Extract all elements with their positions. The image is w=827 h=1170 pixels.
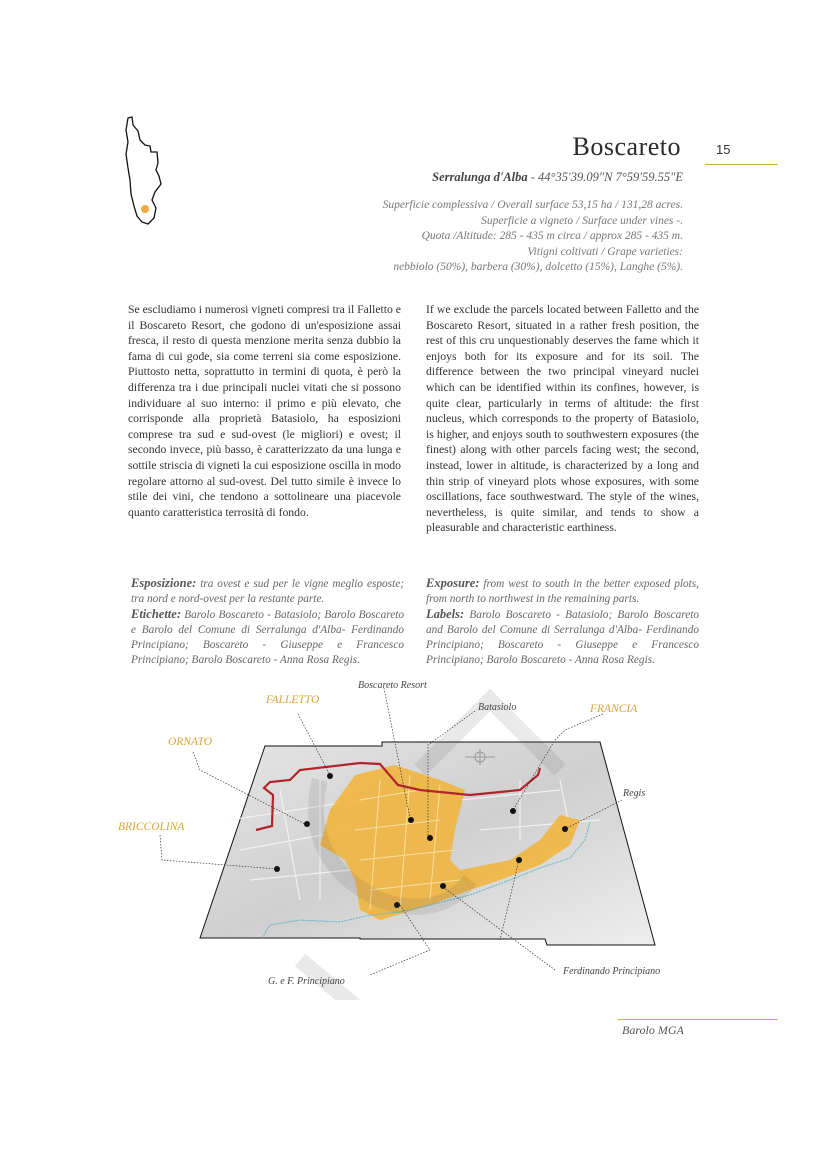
exposure-label: Exposure: — [426, 576, 480, 590]
map-label-briccolina: BRICCOLINA — [118, 821, 185, 833]
spec-line: Quota /Altitude: 285 - 435 m circa / approx 285 - 435 m. — [421, 230, 683, 242]
specs-block — [283, 198, 683, 276]
map-dot — [427, 835, 433, 841]
map-label-francia: FRANCIA — [590, 703, 638, 715]
notes-english — [426, 576, 699, 668]
footer-rule — [618, 1019, 778, 1020]
spec-line: Superficie a vigneto / Surface under vines -. — [481, 214, 683, 227]
notes-italian — [131, 576, 404, 668]
footer-text: Barolo MGA — [622, 1023, 684, 1037]
exposure-label: Esposizione: — [131, 576, 197, 590]
map-dot — [516, 857, 522, 863]
map-dot — [408, 817, 414, 823]
coordinates: - 44°35'39.09"N 7°59'59.55"E — [530, 170, 683, 184]
page-title: Boscareto — [572, 132, 681, 161]
locator-map-icon — [120, 108, 190, 238]
map-dot — [510, 808, 516, 814]
location-coordinates — [432, 170, 683, 185]
spec-line: Vitigni coltivati / Grape varieties: — [527, 245, 683, 258]
labels-text: Barolo Boscareto - Batasiolo; Barolo Boscareto e Barolo del Comune di Serralunga d'Alba- Ferdinando Principiano; Boscareto - Giuseppe e Francesco Principiano; Barolo Boscareto - Anna Rosa Regis. — [131, 609, 404, 666]
page-number: 15 — [716, 142, 731, 157]
body-italian: Se escludiamo i numerosi vigneti compresi tra il Falletto e il Boscareto Resort, che godono di un'esposizione assai fresca, il resto di questa menzione merita senza dubbio la fama di cui gode, sia come terreni sia come esposizione. Piuttosto netta, soprattutto in termini di quota, è però la differenza tra i due principali nuclei vitati che si possono individuare al suo interno: il primo e più elevato, che corrisponde alla proprietà Batasiolo, ha esposizioni comprese tra sud e sud-ovest (le migliori) e ovest; il secondo invece, più basso, è caratterizzato da una lunga e sottile striscia di vigneti la cui esposizione oscilla in modo regolare attorno al sud-ovest. Del tutto simile è invece lo stile dei vini, che tendono a sottolineare una piacevole quanto caratteristica terrosità di fondo. — [128, 303, 401, 519]
labels-text: Barolo Boscareto - Batasiolo; Barolo Boscareto and Barolo del Comune di Serralunga d'Alba- Ferdinando Principiano; Boscareto - Giuseppe e Francesco Principiano; Barolo Boscareto - Anna Rosa Regis. — [426, 609, 699, 666]
map-label-regis: Regis — [623, 788, 646, 799]
map-dot — [274, 866, 280, 872]
labels-label: Etichette: — [131, 607, 181, 621]
spec-line: nebbiolo (50%), barbera (30%), dolcetto (15%), Langhe (5%). — [393, 261, 683, 273]
location-marker — [141, 205, 149, 213]
exposure-text: from west to south in the better exposed plots, from north to northwest in the remaining parts. — [426, 578, 699, 605]
map-label-boscareto-resort: Boscareto Resort — [358, 680, 427, 691]
body-english: If we exclude the parcels located between Falletto and the Boscareto Resort, situated in a rather fresh position, the rest of this cru unquestionably deserves the fame which it enjoys both for its exposure and for its soil. The difference between the two principal vineyard nuclei which can be identified within its confines, however, is quite clear, particularly in terms of altitude: the first nucleus, which corresponds to the property of Batasiolo, is higher, and enjoys south to southwestern exposures (the finest) along with other parcels facing west; the second, instead, lower in altitude, is characterized by a long and thin strip of vineyard plots whose exposures, with some oscillations, face southwestward. The style of the wines, nevertheless, is quite similar, and tends to show a pleasurable and characteristic earthiness. — [426, 303, 699, 535]
map-label-g-f-principiano: G. e F. Principiano — [268, 976, 345, 987]
map-dot — [440, 883, 446, 889]
map-label-batasiolo: Batasiolo — [478, 702, 517, 713]
labels-label: Labels: — [426, 607, 465, 621]
map-dot — [562, 826, 568, 832]
map-label-ferdinando-principiano: Ferdinando Principiano — [563, 966, 661, 977]
map-label-ornato: ORNATO — [168, 736, 213, 748]
header-rule — [705, 164, 778, 165]
exposure-text: tra ovest e sud per le vigne meglio esposte; tra nord e nord-ovest per la restante parte. — [131, 578, 404, 605]
spec-line: Superficie complessiva / Overall surface 53,15 ha / 131,28 acres. — [382, 199, 683, 211]
location-name: Serralunga d'Alba — [432, 170, 528, 184]
map-label-falletto: FALLETTO — [266, 694, 320, 706]
map-dot — [327, 773, 333, 779]
